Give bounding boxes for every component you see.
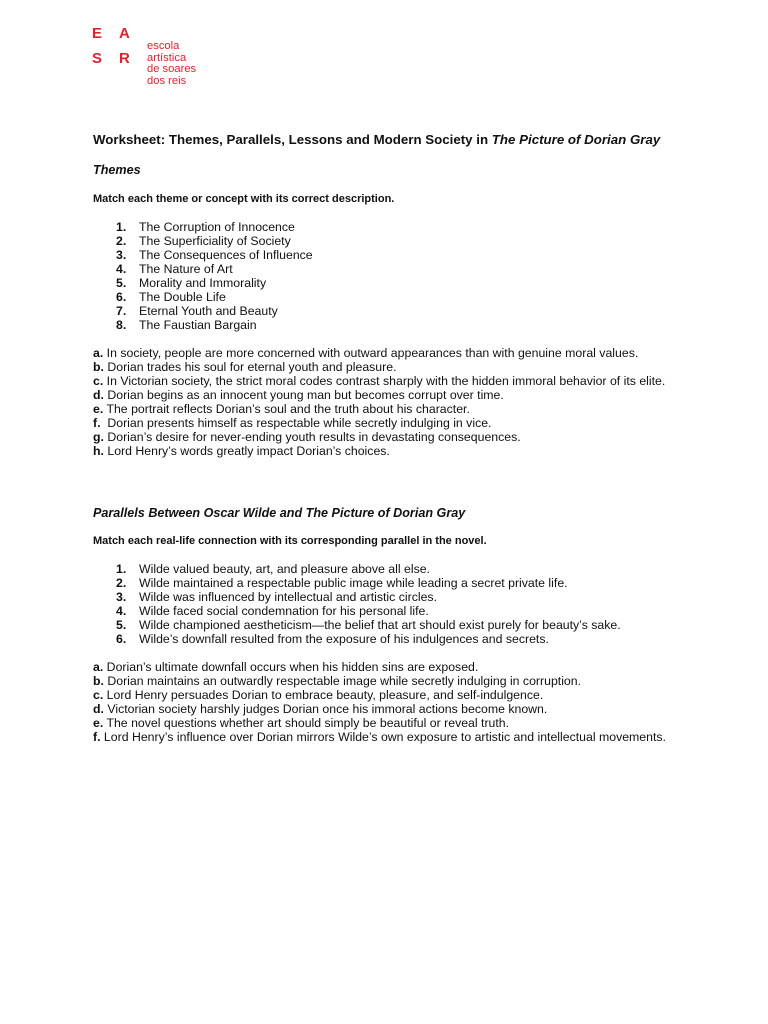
themes-heading: Themes — [93, 163, 141, 177]
title-book: The Picture of Dorian Gray — [491, 132, 661, 147]
item-number: 6. — [116, 632, 127, 646]
description-text: Victorian society harshly judges Dorian once his immoral actions become known. — [103, 702, 548, 716]
description-letter: a. — [93, 346, 104, 360]
logo-word: de soares — [147, 63, 197, 75]
list-item — [116, 590, 713, 604]
item-text: Wilde valued beauty, art, and pleasure above all else. — [139, 562, 430, 576]
description-text: The portrait reflects Dorian’s soul and the truth about his character. — [103, 402, 470, 416]
description-line — [93, 444, 713, 458]
worksheet — [93, 131, 713, 744]
item-text: Morality and Immorality — [139, 276, 267, 290]
item-number: 5. — [116, 618, 127, 632]
item-text: Wilde was influenced by intellectual and artistic circles. — [139, 590, 437, 604]
description-text: Lord Henry persuades Dorian to embrace beauty, pleasure, and self-indulgence. — [103, 688, 544, 702]
description-text: Dorian maintains an outwardly respectable image while secretly indulging in corruption. — [103, 674, 582, 688]
item-text: The Faustian Bargain — [139, 318, 257, 332]
item-text: Wilde maintained a respectable public image while leading a secret private life. — [139, 576, 568, 590]
description-letter: e. — [93, 402, 104, 416]
description-line — [93, 346, 713, 360]
description-letter: c. — [93, 688, 104, 702]
item-text: Wilde championed aestheticism—the belief that art should exist purely for beauty’s sake. — [139, 618, 621, 632]
item-number: 8. — [116, 318, 127, 332]
item-number: 1. — [116, 220, 127, 234]
list-item — [116, 618, 713, 632]
description-line — [93, 688, 713, 702]
description-letter: b. — [93, 360, 104, 374]
description-letter: d. — [93, 702, 104, 716]
item-text: The Double Life — [139, 290, 226, 304]
description-letter: e. — [93, 716, 104, 730]
description-text: Lord Henry’s influence over Dorian mirrors Wilde’s own exposure to artistic and intellectual movements. — [100, 730, 666, 744]
logo-letter-a: A — [119, 25, 130, 42]
description-text: Dorian begins as an innocent young man but becomes corrupt over time. — [103, 388, 504, 402]
school-logo — [92, 24, 212, 90]
description-text: In Victorian society, the strict moral codes contrast sharply with the hidden immoral behavior of its elite. — [103, 374, 666, 388]
item-text: The Consequences of Influence — [139, 248, 313, 262]
list-item — [116, 262, 713, 276]
parallels-instruction: Match each real-life connection with its corresponding parallel in the novel. — [93, 535, 487, 547]
list-item — [116, 290, 713, 304]
parallels-descriptions — [93, 660, 713, 744]
item-text: Wilde’s downfall resulted from the exposure of his indulgences and secrets. — [139, 632, 549, 646]
description-letter: f. — [93, 730, 101, 744]
item-number: 4. — [116, 604, 127, 618]
list-item — [116, 562, 713, 576]
description-text: In society, people are more concerned with outward appearances than with genuine moral values. — [103, 346, 639, 360]
logo-wordmark — [147, 41, 227, 87]
item-number: 5. — [116, 276, 127, 290]
description-line — [93, 374, 713, 388]
description-line — [93, 674, 713, 688]
parallels-heading: Parallels Between Oscar Wilde and The Picture of Dorian Gray — [93, 506, 466, 520]
description-text: Lord Henry’s words greatly impact Dorian’s choices. — [103, 444, 390, 458]
item-text: The Superficiality of Society — [139, 234, 291, 248]
list-item — [116, 220, 713, 234]
description-line — [93, 402, 713, 416]
description-line — [93, 660, 713, 674]
themes-descriptions — [93, 346, 713, 458]
description-letter: a. — [93, 660, 104, 674]
description-letter: c. — [93, 374, 104, 388]
list-item — [116, 276, 713, 290]
logo-letter-r: R — [119, 50, 130, 67]
item-text: Eternal Youth and Beauty — [139, 304, 278, 318]
item-number: 6. — [116, 290, 127, 304]
description-line — [93, 730, 713, 744]
description-line — [93, 430, 713, 444]
description-letter: d. — [93, 388, 104, 402]
description-line — [93, 702, 713, 716]
description-letter: g. — [93, 430, 104, 444]
list-item — [116, 632, 713, 646]
description-line — [93, 416, 713, 430]
list-item — [116, 304, 713, 318]
description-letter: b. — [93, 674, 104, 688]
item-text: The Corruption of Innocence — [139, 220, 295, 234]
parallels-list — [93, 562, 713, 646]
logo-word: artística — [147, 51, 187, 64]
description-letter: f. — [93, 416, 101, 430]
title-prefix: Worksheet: Themes, Parallels, Lessons and Modern Society in — [93, 132, 492, 147]
description-text: Dorian trades his soul for eternal youth and pleasure. — [103, 360, 397, 374]
themes-instruction: Match each theme or concept with its correct description. — [93, 193, 395, 205]
list-item — [116, 318, 713, 332]
item-number: 2. — [116, 576, 127, 590]
item-number: 2. — [116, 234, 127, 248]
item-number: 3. — [116, 248, 127, 262]
item-number: 3. — [116, 590, 127, 604]
description-text: Dorian presents himself as respectable while secretly indulging in vice. — [100, 416, 492, 430]
logo-word: escola — [147, 40, 180, 52]
description-text: The novel questions whether art should simply be beautiful or reveal truth. — [103, 716, 510, 730]
item-text: The Nature of Art — [139, 262, 233, 276]
description-text: Dorian’s ultimate downfall occurs when his hidden sins are exposed. — [103, 660, 479, 674]
item-text: Wilde faced social condemnation for his personal life. — [139, 604, 429, 618]
description-text: Dorian’s desire for never-ending youth results in devastating consequences. — [103, 430, 521, 444]
description-line — [93, 388, 713, 402]
list-item — [116, 248, 713, 262]
description-letter: h. — [93, 444, 104, 458]
logo-word: dos reis — [147, 74, 187, 87]
item-number: 1. — [116, 562, 127, 576]
themes-list — [93, 220, 713, 332]
list-item — [116, 234, 713, 248]
logo-letter-e: E — [92, 25, 103, 42]
worksheet-title — [93, 131, 713, 149]
description-line — [93, 360, 713, 374]
list-item — [116, 604, 713, 618]
list-item — [116, 576, 713, 590]
item-number: 7. — [116, 304, 127, 318]
item-number: 4. — [116, 262, 127, 276]
description-line — [93, 716, 713, 730]
logo-letter-s: S — [92, 50, 103, 67]
